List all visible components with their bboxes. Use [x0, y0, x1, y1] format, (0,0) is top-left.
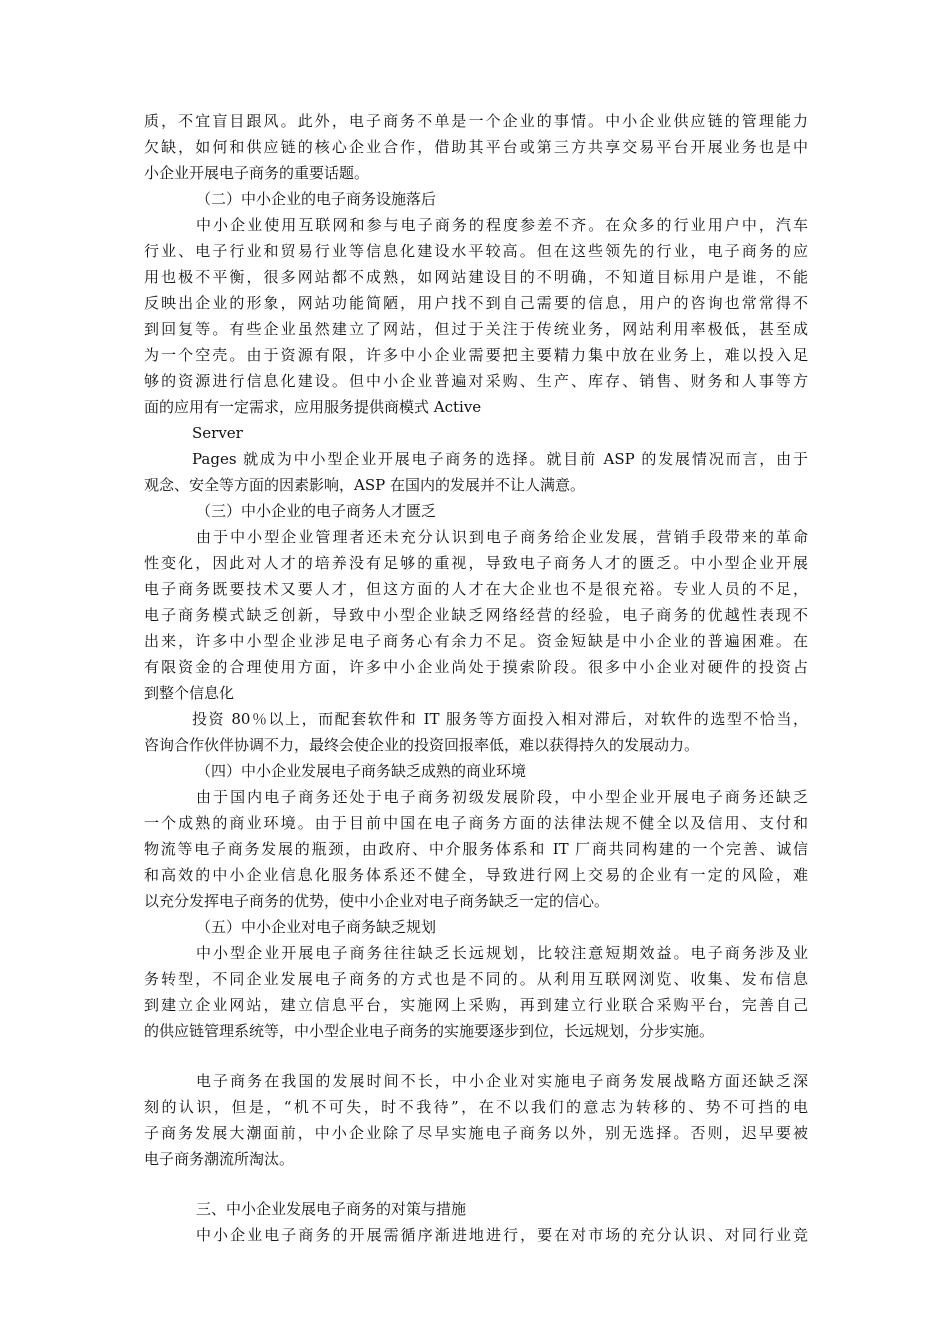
text-line: 观念、安全等方面的因素影响，ASP 在国内的发展并不让人满意。 — [144, 476, 585, 494]
text-line: 有限资金的合理使用方面，许多中小企业尚处于摸索阶段。很多中小企业对硬件的投资占 — [144, 658, 808, 676]
text-line: 刻的认识，但是，“机不可失，时不我待”，在不以我们的意志为转移的、势不可挡的电 — [144, 1098, 808, 1116]
text-line: 投资 80％以上，而配套软件和 IT 服务等方面投入相对滞后，对软件的选型不恰当， — [192, 710, 808, 728]
text-line: 一个成熟的商业环境。由于目前中国在电子商务方面的法律法规不健全以及信用、支付和 — [144, 814, 808, 832]
text-line: 到建立企业网站，建立信息平台，实施网上采购，再到建立行业联合采购平台，完善自己 — [144, 996, 808, 1014]
text-line: 物流等电子商务发展的瓶颈，由政府、中介服务体系和 IT 厂商共同构建的一个完善、诚信 — [144, 840, 808, 858]
text-line: 电子商务潮流所淘汰。 — [144, 1150, 295, 1168]
text-line: 中小型企业开展电子商务往往缺乏长远规划，比较注意短期效益。电子商务涉及业 — [196, 944, 808, 962]
text-line: 到回复等。有些企业虽然建立了网站，但过于关注于传统业务，网站利用率极低，甚至成 — [144, 320, 808, 338]
text-line: 中小企业使用互联网和参与电子商务的程度参差不齐。在众多的行业用户中，汽车 — [196, 216, 808, 234]
text-line: 由于国内电子商务还处于电子商务初级发展阶段，中小型企业开展电子商务还缺乏 — [196, 788, 808, 806]
text-line: 行业、电子行业和贸易行业等信息化建设水平较高。但在这些领先的行业，电子商务的应 — [144, 242, 808, 260]
text-line: 电子商务模式缺乏创新，导致中小型企业缺乏网络经营的经验，电子商务的优越性表现不 — [144, 606, 808, 624]
text-line: 的供应链管理系统等，中小型企业电子商务的实施要逐步到位，长远规划，分步实施。 — [144, 1022, 715, 1040]
text-line: 和高效的中小企业信息化服务体系还不健全，导致进行网上交易的企业有一定的风险，难 — [144, 866, 808, 884]
text-line: 面的应用有一定需求，应用服务提供商模式 Active — [144, 398, 482, 416]
text-line: 出来，许多中小型企业涉足电子商务心有余力不足。资金短缺是中小企业的普遍困难。在 — [144, 632, 808, 650]
text-line: 电子商务既要技术又要人才，但这方面的人才在大企业也不是很充裕。专业人员的不足， — [144, 580, 808, 598]
text-line: 欠缺，如何和供应链的核心企业合作，借助其平台或第三方共享交易平台开展业务也是中 — [144, 138, 808, 156]
text-line: 子商务发展大潮面前，中小企业除了尽早实施电子商务以外，别无选择。否则，迟早要被 — [144, 1124, 808, 1142]
text-line: 小企业开展电子商务的重要话题。 — [144, 164, 370, 182]
text-line: 由于中小型企业管理者还未充分认识到电子商务给企业发展，营销手段带来的革命 — [196, 528, 808, 546]
text-line: 务转型，不同企业发展电子商务的方式也是不同的。从利用互联网浏览、收集、发布信息 — [144, 970, 808, 988]
text-line: 咨询合作伙伴协调不力，最终会使企业的投资回报率低，难以获得持久的发展动力。 — [144, 736, 700, 754]
text-line: 为一个空壳。由于资源有限，许多中小企业需要把主要精力集中放在业务上，难以投入足 — [144, 346, 808, 364]
text-line: 性变化，因此对人才的培养没有足够的重视，导致电子商务人才的匮乏。中小型企业开展 — [144, 554, 808, 572]
text-line: 反映出企业的形象，网站功能简陋，用户找不到自己需要的信息，用户的咨询也常常得不 — [144, 294, 808, 312]
text-line: （三）中小企业的电子商务人才匮乏 — [196, 502, 437, 520]
text-line: 到整个信息化 — [144, 684, 235, 702]
text-line: （二）中小企业的电子商务设施落后 — [196, 190, 437, 208]
text-line: 三、中小企业发展电子商务的对策与措施 — [196, 1200, 467, 1218]
text-line: 以充分发挥电子商务的优势，使中小企业对电子商务缺乏一定的信心。 — [144, 892, 610, 910]
text-line: 质，不宜盲目跟风。此外，电子商务不单是一个企业的事情。中小企业供应链的管理能力 — [144, 112, 808, 130]
text-line: 中小企业电子商务的开展需循序渐进地进行，要在对市场的充分认识、对同行业竞 — [196, 1226, 808, 1244]
text-line: （五）中小企业对电子商务缺乏规划 — [196, 918, 437, 936]
text-line: Server — [192, 424, 243, 442]
text-line: 够的资源进行信息化建设。但中小企业普遍对采购、生产、库存、销售、财务和人事等方 — [144, 372, 808, 390]
text-line: （四）中小企业发展电子商务缺乏成熟的商业环境 — [196, 762, 527, 780]
text-line: Pages 就成为中小型企业开展电子商务的选择。就目前 ASP 的发展情况而言，由于 — [192, 450, 808, 468]
text-line: 电子商务在我国的发展时间不长，中小企业对实施电子商务发展战略方面还缺乏深 — [196, 1072, 808, 1090]
text-line: 用也极不平衡，很多网站都不成熟，如网站建设目的不明确，不知道目标用户是谁，不能 — [144, 268, 808, 286]
